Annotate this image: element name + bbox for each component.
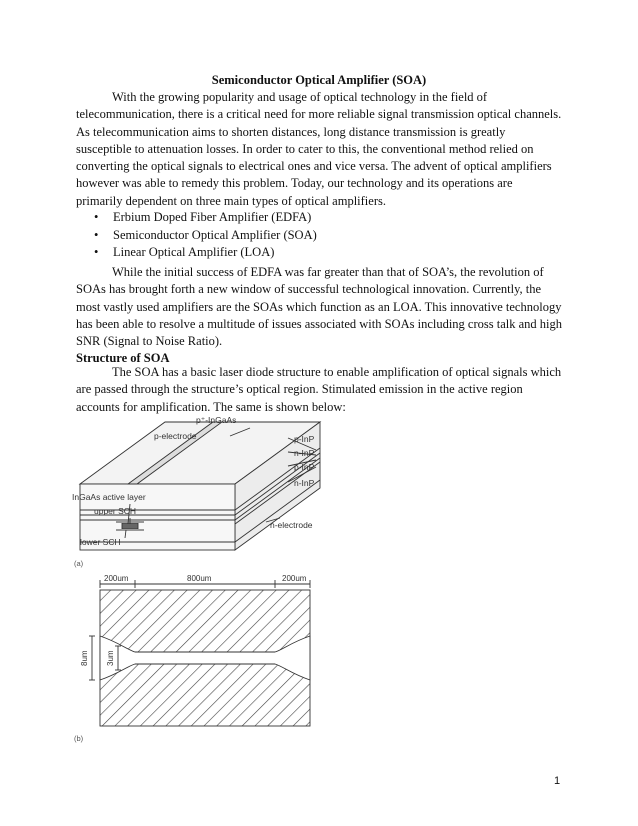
intro-line: converting the optical signals to electrical ones and vice versa. The advent of optical amplifiers	[76, 159, 552, 174]
document-title: Semiconductor Optical Amplifier (SOA)	[211, 73, 427, 87]
paragraph-line: SOAs has brought forth a new window of successful technological innovation. Currently, the	[76, 282, 542, 297]
figure-caption-b: (b)	[74, 734, 84, 743]
intro-line: telecommunication, there is a critical need for more reliable signal transmission optical channels.	[76, 107, 562, 122]
bullet-icon: •	[94, 245, 99, 259]
soa-structure-figure	[70, 414, 340, 749]
lower-sch-label: lower SCH	[80, 537, 121, 547]
structure-paragraph	[76, 364, 571, 416]
p-plus-ingaas-label: p⁺-InGaAs	[196, 415, 237, 425]
dim-right-label: 200um	[282, 574, 307, 583]
bullet-icon: •	[94, 227, 99, 242]
intro-line: With the growing popularity and usage of optical technology in the field of	[112, 90, 488, 104]
amplifier-type-list	[94, 209, 317, 262]
list-item	[94, 244, 317, 262]
dim-left-label: 200um	[104, 574, 129, 583]
layer-label: n-InP	[294, 448, 315, 458]
list-item-text: Semiconductor Optical Amplifier (SOA)	[113, 227, 317, 242]
waveguide-top-view-diagram	[89, 580, 310, 726]
layer-label: n-InP	[294, 478, 315, 488]
figure-caption-a: (a)	[74, 559, 84, 568]
paragraph-line: SNR (Signal to Noise Ratio).	[76, 334, 223, 349]
paragraph-line: accounts for amplification. The same is shown below:	[76, 399, 346, 414]
intro-line: As telecommunication aims to shorten distances, long distance transmission is greatly	[76, 124, 506, 139]
intro-line: however was able to remedy this problem. Today, our technology and its operations are	[76, 176, 513, 191]
list-item-text: Linear Optical Amplifier (LOA)	[113, 245, 275, 259]
paragraph-line: has been able to resolve a multitude of issues associated with SOAs including cross talk and high	[76, 316, 563, 331]
laser-diode-block-diagram	[80, 422, 320, 550]
paragraph-line: most vastly used amplifiers are the SOAs which function as an LOA. This innovative technology	[76, 299, 562, 314]
intro-line: primarily dependent on three main types of optical amplifiers.	[76, 193, 386, 208]
bullet-icon: •	[94, 210, 99, 224]
paragraph-line: While the initial success of EDFA was far greater than that of SOA’s, the revolution of	[112, 265, 544, 279]
intro-paragraph	[76, 89, 571, 210]
layer-label: p-InP	[294, 434, 315, 444]
comparison-paragraph	[76, 264, 571, 350]
paragraph-line: are passed through the structure’s optical region. Stimulated emission in the active region	[76, 382, 523, 397]
dim-mid-label: 800um	[187, 574, 212, 583]
paragraph-line: The SOA has a basic laser diode structure to enable amplification of optical signals which	[112, 365, 562, 379]
p-electrode-label: p-electrode	[154, 431, 197, 441]
list-item	[94, 209, 317, 227]
height-inner-label: 3um	[106, 650, 115, 666]
upper-sch-label: upper SCH	[94, 506, 137, 516]
page-number: 1	[554, 775, 561, 787]
list-item	[94, 227, 317, 245]
intro-line: susceptible to attenuation losses. In order to cater to this, the conventional method relied on	[76, 141, 534, 156]
height-outer-label: 8um	[80, 650, 89, 666]
active-layer-label: InGaAs active layer	[72, 492, 146, 502]
n-electrode-label: n-electrode	[270, 520, 313, 530]
layer-label: p-InP	[294, 462, 315, 472]
section-heading: Structure of SOA	[76, 351, 170, 365]
list-item-text: Erbium Doped Fiber Amplifier (EDFA)	[113, 210, 312, 224]
